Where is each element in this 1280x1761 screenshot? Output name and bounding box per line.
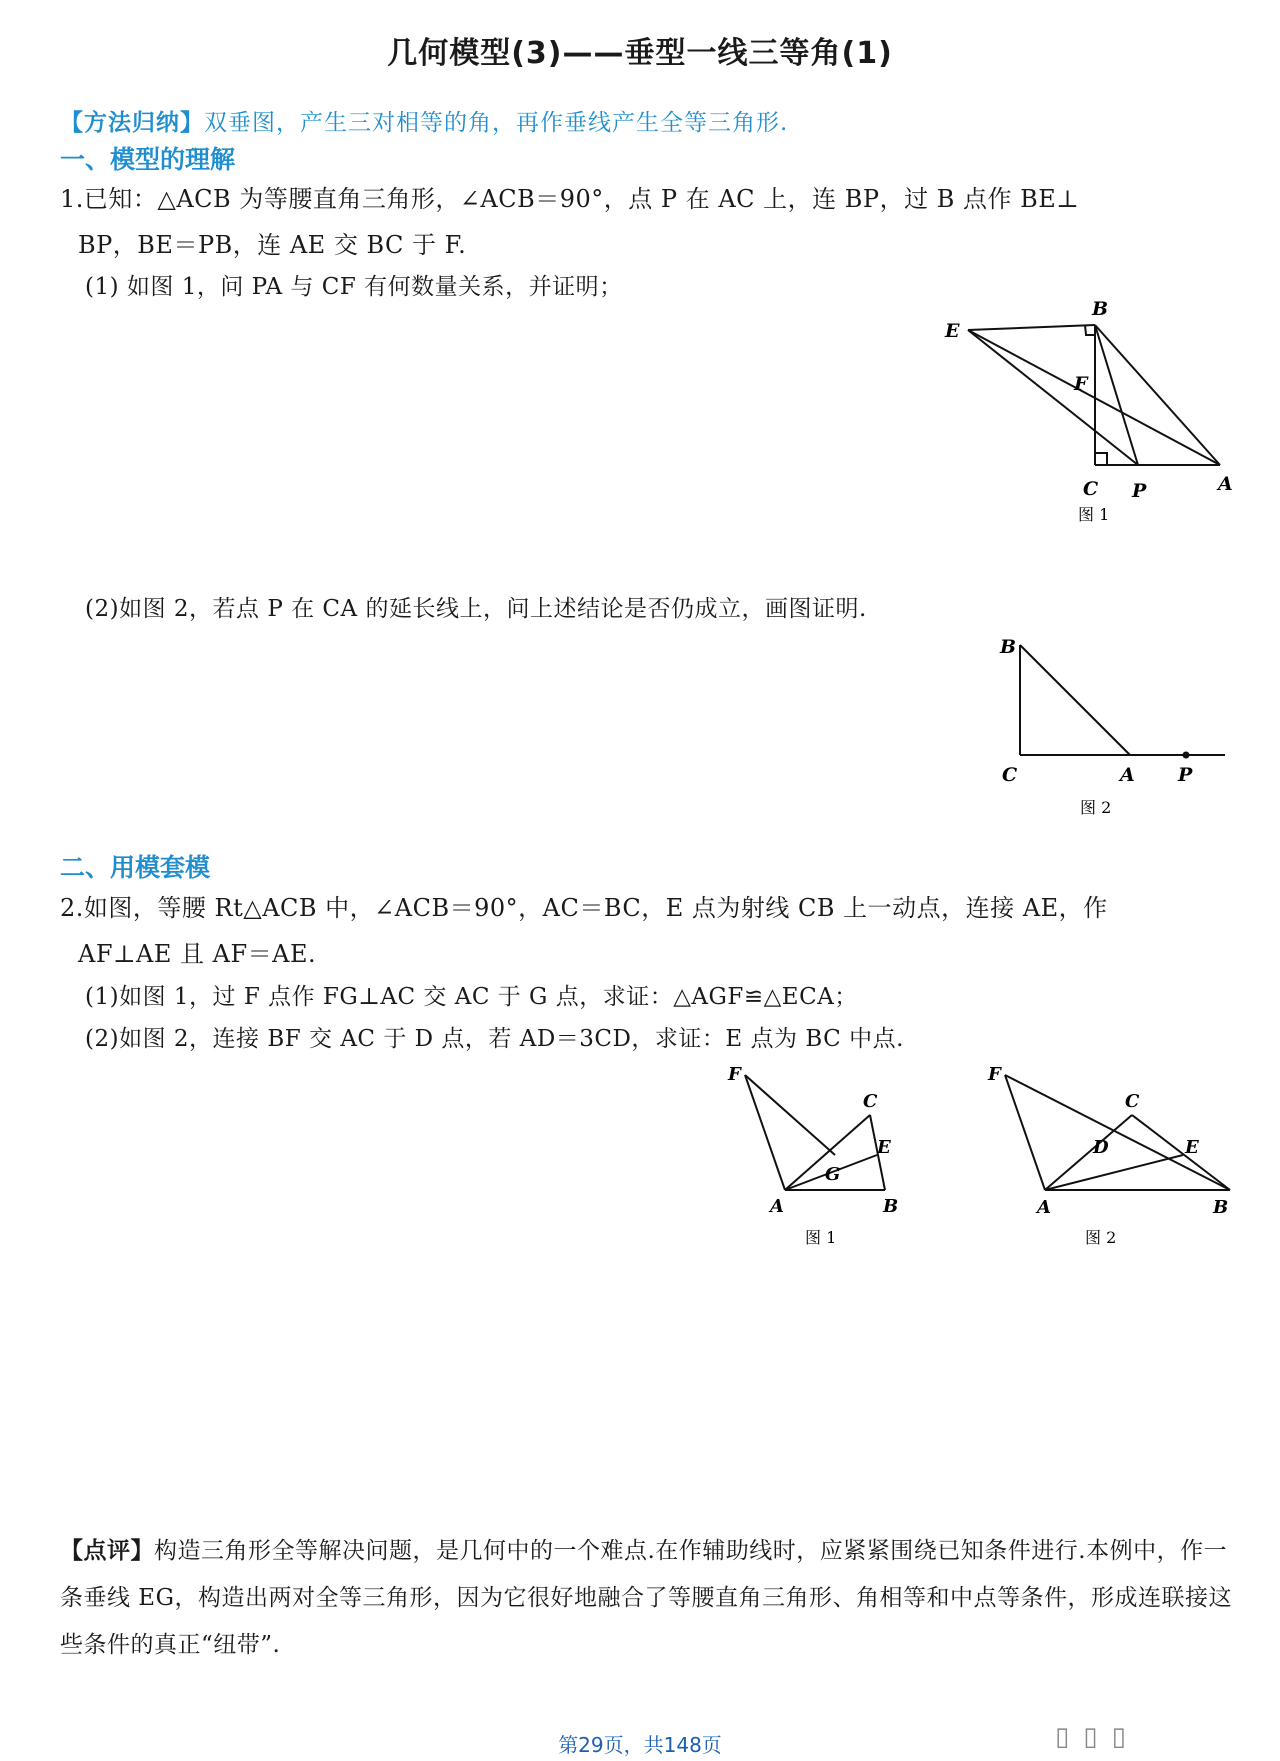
label-b: B — [1000, 636, 1017, 658]
method-tag: 【方法归纳】 — [60, 110, 204, 136]
label-e: E — [877, 1137, 891, 1158]
label-c: C — [1083, 478, 1099, 500]
label-c: C — [1125, 1091, 1140, 1112]
method-summary — [60, 104, 788, 137]
label-c: C — [1002, 764, 1018, 786]
toolbar-icons[interactable]: ▯▯▯ — [1055, 1722, 1140, 1752]
label-d: D — [1093, 1137, 1109, 1158]
label-f: F — [988, 1065, 1001, 1085]
label-a: A — [1120, 764, 1135, 786]
question-2-line-2: AF⊥AE 且 AF＝AE. — [78, 940, 317, 968]
figure-1-question-1 — [940, 265, 1240, 525]
question-2-stem — [60, 885, 1235, 977]
comment-block — [60, 1528, 1235, 1669]
point-p — [1183, 752, 1190, 759]
label-a: A — [1218, 473, 1233, 495]
label-f: F — [1074, 373, 1088, 395]
figure-2-question-1 — [990, 625, 1235, 825]
figure-caption: 图 1 — [805, 1228, 837, 1247]
question-1-line-2: BP，BE＝PB，连 AE 交 BC 于 F. — [78, 231, 467, 259]
question-1-part-1: (1) 如图 1，问 PA 与 CF 有何数量关系，并证明； — [85, 274, 623, 300]
question-1-stem — [60, 176, 1235, 268]
label-g: G — [825, 1164, 841, 1185]
question-2-line-1: 2.如图，等腰 Rt△ACB 中，∠ACB＝90°，AC＝BC，E 点为射线 CB 上一动点，连接 AE，作 — [60, 894, 1108, 922]
section-1-heading: 一、模型的理解 — [60, 145, 236, 174]
page-title: 几何模型(3)——垂型一线三等角(1) — [387, 36, 893, 71]
label-a: A — [1037, 1197, 1051, 1218]
figure-1-question-2 — [725, 1065, 975, 1260]
page-indicator: 第29页，共148页 — [558, 1733, 722, 1757]
figure-caption: 图 2 — [1080, 798, 1112, 817]
label-p: P — [1178, 764, 1193, 786]
label-e: E — [945, 320, 960, 342]
figure-caption: 图 2 — [1085, 1228, 1117, 1247]
section-2-heading: 二、用模套模 — [60, 853, 211, 882]
label-e: E — [1185, 1137, 1199, 1158]
figure-caption: 图 1 — [1078, 505, 1110, 524]
segment-bp — [1095, 325, 1138, 465]
question-1-part-2: (2)如图 2，若点 P 在 CA 的延长线上，问上述结论是否仍成立，画图证明. — [85, 596, 867, 622]
label-c: C — [863, 1091, 878, 1112]
segment-ba — [1095, 325, 1220, 465]
segment-ba — [1020, 645, 1130, 755]
question-2-part-1: (1)如图 1，过 F 点作 FG⊥AC 交 AC 于 G 点，求证：△AGF≌△ECA； — [85, 984, 858, 1010]
right-angle-c — [1095, 453, 1107, 465]
comment-tag: 【点评】 — [60, 1538, 154, 1564]
label-b: B — [883, 1196, 899, 1217]
segment-eb — [968, 325, 1095, 330]
segment-ep — [968, 330, 1138, 465]
label-b: B — [1213, 1197, 1229, 1218]
label-p: P — [1132, 480, 1147, 502]
label-b: B — [1092, 298, 1109, 320]
comment-text: 构造三角形全等解决问题，是几何中的一个难点.在作辅助线时，应紧紧围绕已知条件进行.本例中，作一条垂线 EG，构造出两对全等三角形，因为它很好地融合了等腰直角三角形、角相等和中点等条件，形成连联接这些条件的真正“纽带”. — [60, 1538, 1232, 1658]
question-1-line-1: 1.已知：△ACB 为等腰直角三角形，∠ACB＝90°，点 P 在 AC 上，连 BP，过 B 点作 BE⊥ — [60, 185, 1080, 213]
segment-cb — [1132, 1115, 1230, 1190]
label-a: A — [770, 1196, 784, 1217]
method-text: 双垂图，产生三对相等的角，再作垂线产生全等三角形. — [204, 110, 789, 136]
label-f: F — [728, 1065, 741, 1085]
question-2-part-2: (2)如图 2，连接 BF 交 AC 于 D 点，若 AD＝3CD，求证：E 点为 BC 中点. — [85, 1026, 904, 1052]
figure-2-question-2 — [985, 1065, 1235, 1260]
